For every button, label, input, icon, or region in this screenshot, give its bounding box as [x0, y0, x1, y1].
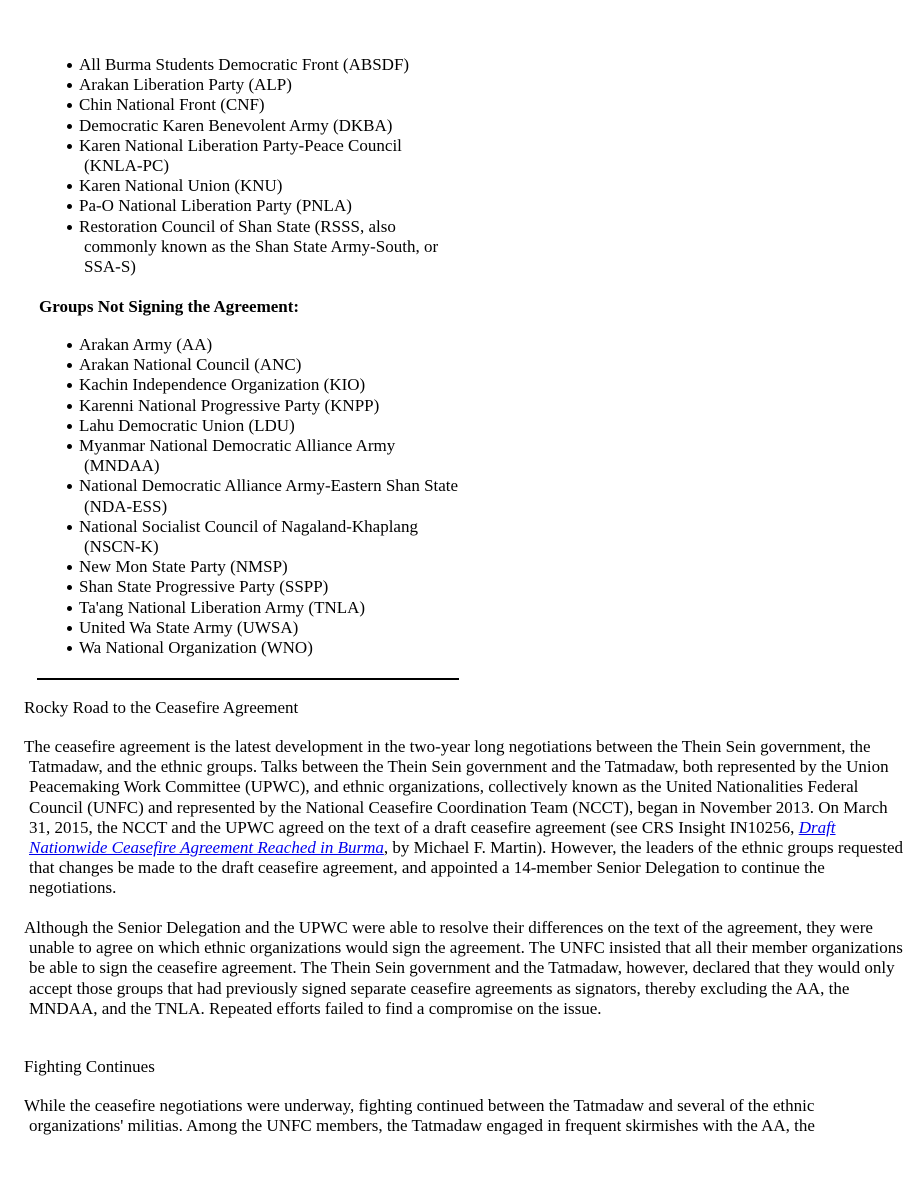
list-item: Wa National Organization (WNO): [60, 638, 460, 658]
section-divider: [37, 678, 459, 680]
paragraph-text: The ceasefire agreement is the latest development in the two-year long negotiations between the Thein Sein government, the Tatmadaw, and the ethnic groups. Talks between the Thein Sein government and the Tatmadaw, both represented by the Union Peacemaking Work Committee (UPWC), and ethnic organizations, collectively known as the United Nationalities Federal Council (UNFC) and represented by the National Ceasefire Coordination Team (NCCT), began in November 2013. On March 31, 2015, the NCCT and the UPWC agreed on the text of a draft ceasefire agreement (see CRS Insight IN10256,: [24, 737, 889, 837]
list-item: All Burma Students Democratic Front (ABSDF): [60, 55, 460, 75]
section-title-rocky-road: Rocky Road to the Ceasefire Agreement: [24, 698, 299, 717]
paragraph-fighting: While the ceasefire negotiations were underway, fighting continued between the Tatmadaw and several of the ethnic organizations' militias. Among the UNFC members, the Tatmadaw engaged in frequent skirmishes with the AA, the: [24, 1096, 815, 1136]
list-item: Chin National Front (CNF): [60, 95, 460, 115]
list-item: Restoration Council of Shan State (RSSS, also commonly known as the Shan State Army-South, or SSA-S): [60, 217, 460, 278]
paragraph-senior-delegation: Although the Senior Delegation and the UPWC were able to resolve their differences on the text of the agreement, they were unable to agree on which ethnic organizations would sign the agreement. The UNFC insisted that all their member organizations be able to sign the ceasefire agreement. The Thein Sein government and the Tatmadaw, however, declared that they would only accept those groups that had previously signed separate ceasefire agreements as signators, thereby excluding the AA, the MNDAA, and the TNLA. Repeated efforts failed to find a compromise on the issue.: [24, 918, 903, 1018]
list-item: Myanmar National Democratic Alliance Army (MNDAA): [60, 436, 460, 476]
list-item: Lahu Democratic Union (LDU): [60, 416, 460, 436]
signing-groups-list: [60, 55, 460, 277]
list-item: Democratic Karen Benevolent Army (DKBA): [60, 116, 460, 136]
list-item: Arakan National Council (ANC): [60, 355, 460, 375]
section-title-fighting: Fighting Continues: [24, 1057, 155, 1076]
list-item: Kachin Independence Organization (KIO): [60, 375, 460, 395]
draft-ceasefire-link[interactable]: Draft Nationwide Ceasefire Agreement Reached in Burma: [29, 817, 836, 858]
list-item: New Mon State Party (NMSP): [60, 557, 460, 577]
not-signing-groups-list: [60, 335, 460, 658]
not-signing-heading: Groups Not Signing the Agreement:: [39, 297, 300, 316]
paragraph-negotiations: [24, 737, 905, 899]
list-item: Shan State Progressive Party (SSPP): [60, 577, 460, 597]
paragraph-text: , by Michael F. Martin). However, the leaders of the ethnic groups requested that changes be made to the draft ceasefire agreement, and appointed a 14-member Senior Delegation to continue the negotiations.: [29, 838, 904, 898]
list-item: Karen National Union (KNU): [60, 176, 460, 196]
list-item: Karen National Liberation Party-Peace Council (KNLA-PC): [60, 136, 460, 176]
list-item: Arakan Army (AA): [60, 335, 460, 355]
list-item: Ta'ang National Liberation Army (TNLA): [60, 598, 460, 618]
list-item: National Socialist Council of Nagaland-Khaplang (NSCN-K): [60, 517, 460, 557]
list-item: Arakan Liberation Party (ALP): [60, 75, 460, 95]
list-item: Karenni National Progressive Party (KNPP): [60, 396, 460, 416]
list-item: United Wa State Army (UWSA): [60, 618, 460, 638]
list-item: National Democratic Alliance Army-Eastern Shan State (NDA-ESS): [60, 476, 460, 516]
list-item: Pa-O National Liberation Party (PNLA): [60, 196, 460, 216]
